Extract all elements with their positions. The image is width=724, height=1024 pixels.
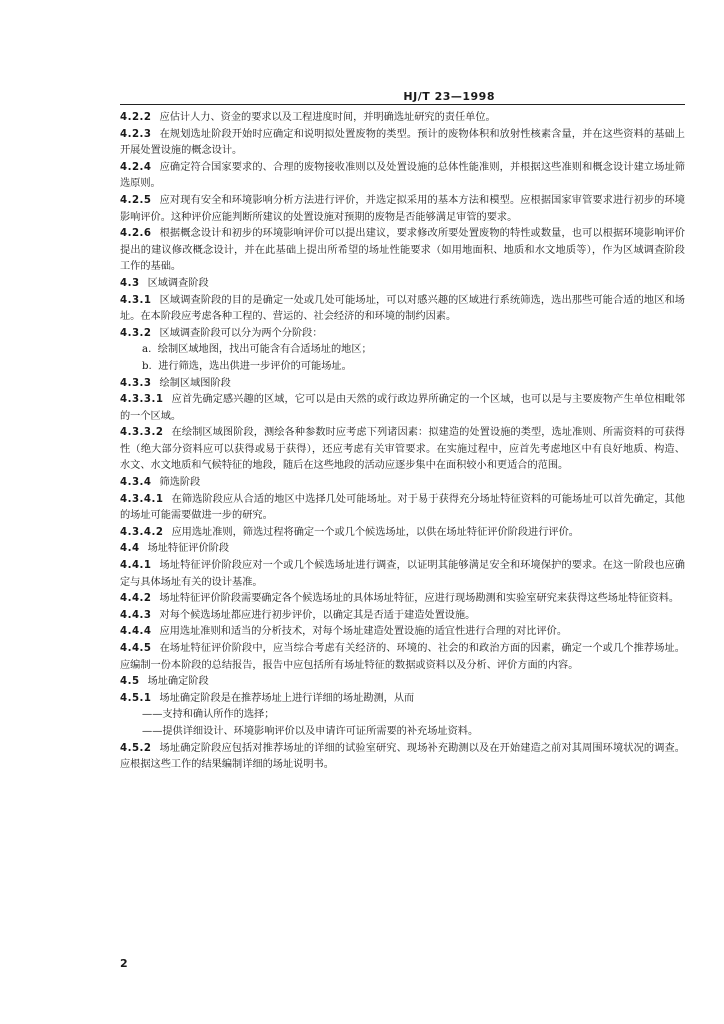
page-number: 2 <box>120 957 128 970</box>
paragraph-4-4-1: 4.4.1 场址特征评价阶段应对一个或几个候选场址进行调查，以证明其能够满足安全和环境保护的要求。在这一阶段也应确定与具体场址有关的设计基准。 <box>120 560 685 588</box>
section-heading-4-4: 4.4 场址特征评价阶段 <box>120 543 230 555</box>
paragraph-4-2-4: 4.2.4 应确定符合国家要求的、合理的废物接收准则以及处置设施的总体性能准则，并根据这些准则和概念设计建立场址筛选原则。 <box>120 161 685 190</box>
section-heading-4-5: 4.5 场址确定阶段 <box>120 676 209 688</box>
list-item: ——支持和确认所作的选择； <box>142 709 275 721</box>
paragraph-4-3-1: 4.3.1 区域调查阶段的目的是确定一处或几处可能场址，可以对感兴趣的区域进行系统筛选，选出那些可能合适的地区和场址。在本阶段应考虑各种工程的、营运的、社会经济的和环境的制约因素。 <box>120 294 685 323</box>
paragraph-4-2-2: 4.2.2 应估计人力、资金的要求以及工程进度时间，并明确选址研究的责任单位。 <box>120 112 496 123</box>
paragraph-4-4-2: 4.4.2 场址特征评价阶段需要确定各个候选场址的具体场址特征，应进行现场勘测和实验室研究来获得这些场址特征资料。 <box>120 593 680 605</box>
paragraph-4-2-5: 4.2.5 应对现有安全和环境影响分析方法进行评价，并选定拟采用的基本方法和模型。应根据国家审管要求进行初步的环境影响评价。这种评价应能判断所建议的处置设施对预期的废物是否能够满足审管的要求。 <box>120 194 685 223</box>
document-body <box>120 110 685 774</box>
paragraph-4-2-3: 4.2.3 在规划选址阶段开始时应确定和说明拟处置废物的类型。预计的废物体积和放射性核素含量，并在这些资料的基础上开展处置设施的概念设计。 <box>120 128 685 157</box>
paragraph-4-3-3-1: 4.3.3.1 应首先确定感兴趣的区域，它可以是由天然的或行政边界所确定的一个区域，也可以是与主要废物产生单位相毗邻的一个区域。 <box>120 394 685 422</box>
paragraph-4-5-1: 4.5.1 场址确定阶段是在推荐场址上进行详细的场址勘测，从而 <box>120 692 415 704</box>
list-item: a. 绘制区域地图，找出可能含有合适场址的地区； <box>142 344 372 356</box>
paragraph-4-2-6: 4.2.6 根据概念设计和初步的环境影响评价可以提出建议，要求修改所要处置废物的特性或数量，也可以根据环境影响评价提出的建议修改概念设计，并在此基础上提出所希望的场址性能要求（如用地面积、地质和水文地质等），作为区域调查阶段工作的基础。 <box>120 228 685 273</box>
paragraph-4-3-3-2: 4.3.3.2 在绘制区域图阶段，测绘各种参数时应考虑下列诸因素：拟建造的处置设施的类型，选址准则、所需资料的可获得性（绝大部分资料应可以获得或易于获得），还应考虑有关审管要求。在实施过程中，应首先考虑地区中有良好地质、构造、水文、水文地质和气候特征的地段，随后在这些地段的活动应逐步集中在面积较小和更适合的范围。 <box>120 427 685 472</box>
paragraph-4-3-4-2: 4.3.4.2 应用选址准则，筛选过程将确定一个或几个候选场址，以供在场址特征评价阶段进行评价。 <box>120 526 579 538</box>
section-heading-4-3: 4.3 区域调查阶段 <box>120 277 209 289</box>
paragraph-4-4-4: 4.4.4 应用选址准则和适当的分析技术，对每个场址建造处置设施的适宜性进行合理的对比评价。 <box>120 626 568 638</box>
section-heading-4-3-3: 4.3.3 绘制区域图阶段 <box>120 377 231 389</box>
page-header <box>120 90 685 105</box>
paragraph-4-5-2: 4.5.2 场址确定阶段应包括对推荐场址的详细的试验室研究、现场补充勘测以及在开始建造之前对其周围环境状况的调查。应根据这些工作的结果编制详细的场址说明书。 <box>120 742 685 771</box>
paragraph-4-3-4-1: 4.3.4.1 在筛选阶段应从合适的地区中选择几处可能场址。对于易于获得充分场址特征资料的可能场址可以首先确定，其他的场址可能需要做进一步的研究。 <box>120 493 685 522</box>
list-item: ——提供详细设计、环境影响评价以及申请许可证所需要的补充场址资料。 <box>142 725 479 737</box>
paragraph-4-4-3: 4.4.3 对每个候选场址都应进行初步评价，以确定其是否适于建造处置设施。 <box>120 609 476 621</box>
paragraph-4-3-2: 4.3.2 区域调查阶段可以分为两个分阶段： <box>120 327 323 339</box>
section-heading-4-3-4: 4.3.4 筛选阶段 <box>120 477 201 489</box>
paragraph-4-4-5: 4.4.5 在场址特征评价阶段中，应当综合考虑有关经济的、环境的、社会的和政治方面的因素，确定一个或几个推荐场址。应编制一份本阶段的总结报告，报告中应包括所有场址特征的数据或资料以及分析、评价方面的内容。 <box>120 643 685 671</box>
list-item: b. 进行筛选，选出供进一步评价的可能场址。 <box>142 360 352 372</box>
standard-code: HJ/T 23—1998 <box>403 90 495 103</box>
